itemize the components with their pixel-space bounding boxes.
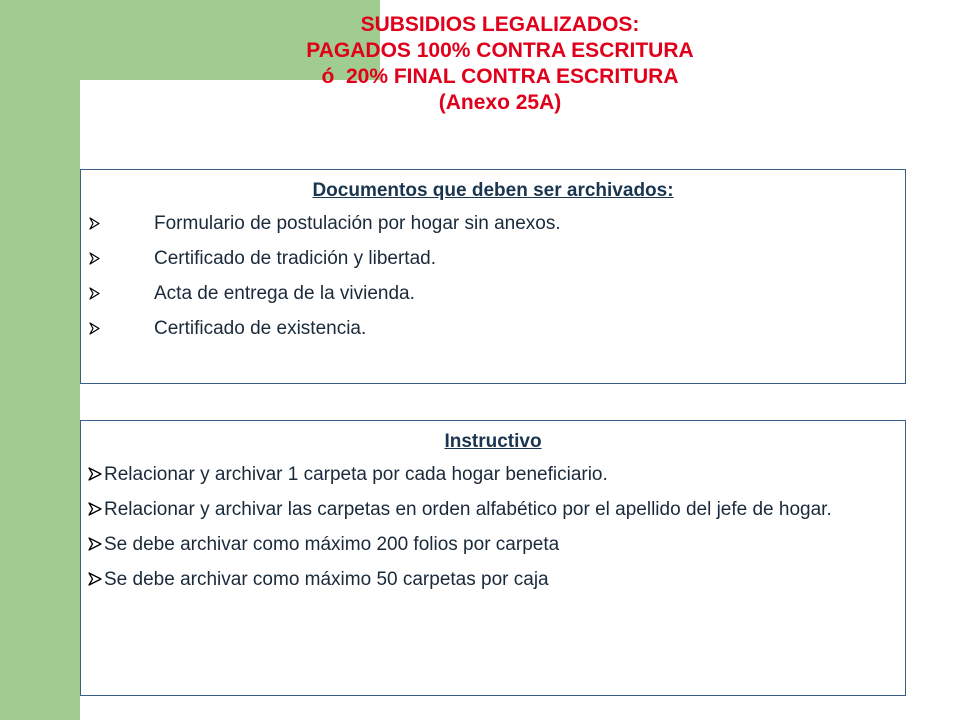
instruction-item-text: Relacionar y archivar 1 carpeta por cada hogar beneficiario. — [104, 464, 608, 485]
documents-heading: Documentos que deben ser archivados: — [312, 180, 674, 201]
arrowhead-bullet-icon — [89, 276, 101, 311]
arrowhead-bullet-icon — [89, 241, 101, 276]
instructions-heading: Instructivo — [444, 431, 542, 452]
title-line-4: (Anexo 25A) — [438, 91, 562, 114]
title-line-2: PAGADOS 100% CONTRA ESCRITURA — [306, 39, 694, 62]
list-item — [81, 276, 905, 311]
list-item — [88, 531, 895, 558]
list-item — [88, 461, 895, 488]
slide-title — [150, 12, 850, 116]
document-item-text: Formulario de postulación por hogar sin anexos. — [154, 213, 561, 234]
list-item — [88, 496, 895, 523]
arrowhead-bullet-icon — [88, 532, 104, 546]
document-item-text: Acta de entrega de la vivienda. — [154, 283, 415, 304]
title-line-1: SUBSIDIOS LEGALIZADOS: — [360, 13, 640, 36]
instructions-box — [80, 420, 906, 696]
list-item — [81, 206, 905, 241]
documents-box — [80, 169, 906, 384]
instruction-item-text: Se debe archivar como máximo 200 folios por carpeta — [104, 534, 560, 555]
list-item — [81, 311, 905, 346]
list-item — [88, 566, 895, 593]
instruction-item-text: Relacionar y archivar las carpetas en orden alfabético por el apellido del jefe de hogar. — [104, 499, 832, 520]
arrowhead-bullet-icon — [88, 462, 104, 476]
documents-list — [81, 206, 905, 346]
instructions-list — [81, 461, 905, 593]
green-side-bar — [0, 0, 80, 720]
arrowhead-bullet-icon — [89, 206, 101, 241]
list-item — [81, 241, 905, 276]
title-line-3: ó 20% FINAL CONTRA ESCRITURA — [321, 65, 679, 88]
instruction-item-text: Se debe archivar como máximo 50 carpetas por caja — [104, 569, 549, 590]
document-item-text: Certificado de tradición y libertad. — [154, 248, 436, 269]
arrowhead-bullet-icon — [88, 497, 104, 511]
arrowhead-bullet-icon — [88, 567, 104, 581]
document-item-text: Certificado de existencia. — [154, 318, 367, 339]
arrowhead-bullet-icon — [89, 311, 101, 346]
